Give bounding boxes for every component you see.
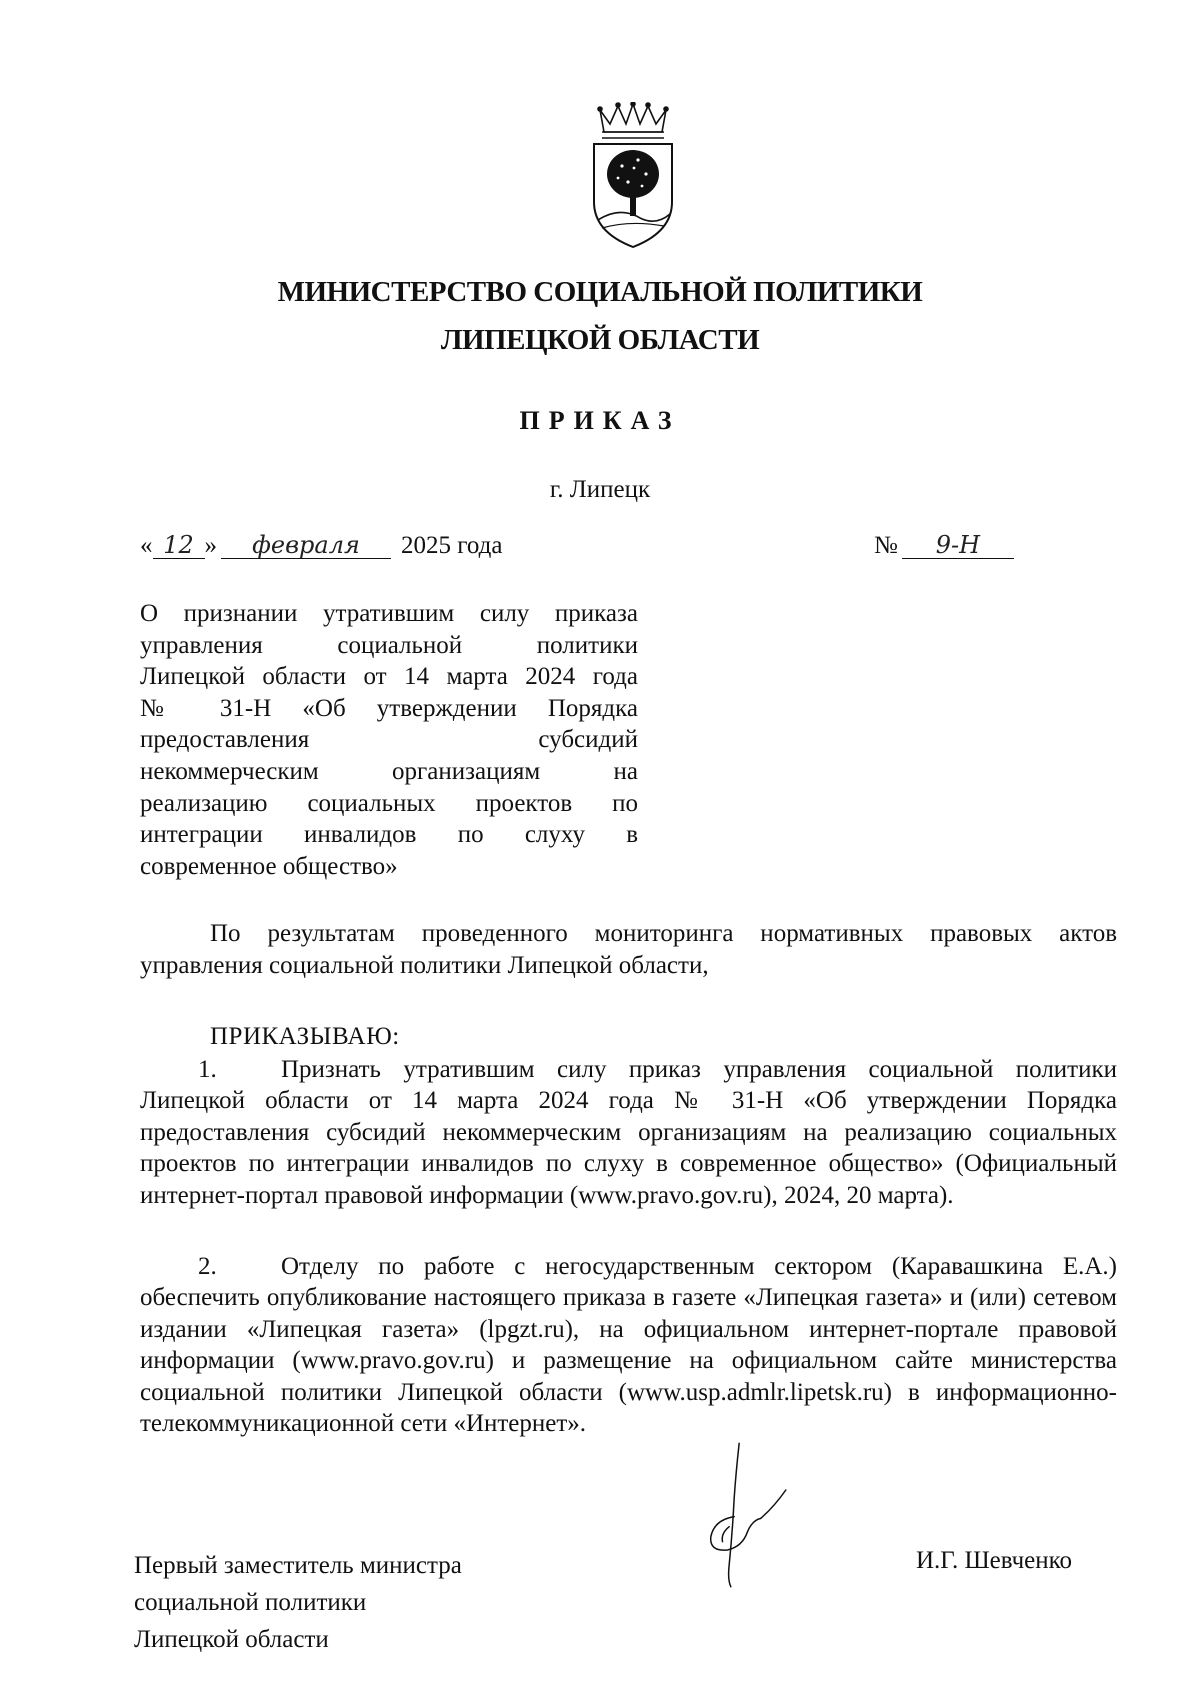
date-close-quote: » [204, 532, 217, 559]
order-item-number: 2. [198, 1253, 217, 1280]
number-value-handwritten: 9-Н [902, 532, 1014, 559]
subject-line: реализацию социальных проектов по [140, 789, 638, 817]
order-item-2 [140, 1251, 1117, 1439]
order-item-text: Отделу по работе с негосударственным сектором (Каравашкина Е.А.) обеспечить опубликование настоящего приказа в газете «Липецкая газета» и (или) сетевом издании «Липецкая газета» (lpgzt.ru), на официальном интернет-портале правовой информации (www.pravo.gov.ru) и размещение на официальном сайте министерства социальной политики Липецкой области (www.usp.admlr.lipetsk.ru) в информационно-телекоммуникационной сети «Интернет». [140, 1253, 1117, 1438]
subject-line: Липецкой области от 14 марта 2024 года [140, 663, 638, 691]
document-subject [140, 598, 638, 882]
signer-position [134, 1547, 462, 1658]
date-day-handwritten: 12 [153, 532, 205, 559]
document-date [140, 532, 502, 560]
city-name: г. Липецк [549, 476, 651, 503]
subject-line: современное общество» [140, 852, 398, 880]
order-item-number: 1. [198, 1056, 217, 1083]
subject-line: О признании утратившим силу приказа [140, 600, 638, 627]
intro-paragraph: По результатам проведенного мониторинга нормативных правовых актов управления социальной политики Липецкой области, [140, 920, 1117, 979]
subject-line: предоставления субсидий [140, 726, 638, 754]
signer-position-line: социальной политики [134, 1589, 367, 1616]
number-prefix: № [874, 532, 898, 559]
document-number [874, 532, 1014, 560]
date-month-handwritten: февраля [221, 532, 391, 559]
subject-line: интеграции инвалидов по слуху в [140, 821, 638, 849]
subject-line: некоммерческим организациям на [140, 757, 638, 785]
signer-name: И.Г. Шевченко [916, 1547, 1073, 1574]
coat-of-arms-icon [590, 102, 676, 250]
subject-line: управления социальной политики [140, 631, 638, 659]
ministry-name-line-1: МИНИСТЕРСТВО СОЦИАЛЬНОЙ ПОЛИТИКИ [277, 276, 923, 308]
ministry-name-line-2: ЛИПЕЦКОЙ ОБЛАСТИ [440, 324, 760, 356]
date-open-quote: « [140, 532, 153, 559]
handwritten-signature-icon [690, 1440, 800, 1590]
date-year: 2025 года [401, 532, 503, 559]
signer-position-line: Липецкой области [134, 1626, 329, 1653]
order-keyword: ПРИКАЗЫВАЮ: [210, 1023, 400, 1050]
subject-line: № 31-Н «Об утверждении Порядка [140, 694, 638, 722]
signer-position-line: Первый заместитель министра [134, 1552, 462, 1579]
order-item-1 [140, 1054, 1117, 1211]
order-item-text: Признать утратившим силу приказ управления социальной политики Липецкой области от 14 марта 2024 года № 31-Н «Об утверждении Порядка предоставления субсидий некоммерческим организациям на реализацию социальных проектов по интеграции инвалидов по слуху в современное общество» (Официальный интернет-портал правовой информации (www.pravo.gov.ru), 2024, 20 марта). [140, 1056, 1117, 1209]
document-type-title: ПРИКАЗ [519, 406, 681, 435]
